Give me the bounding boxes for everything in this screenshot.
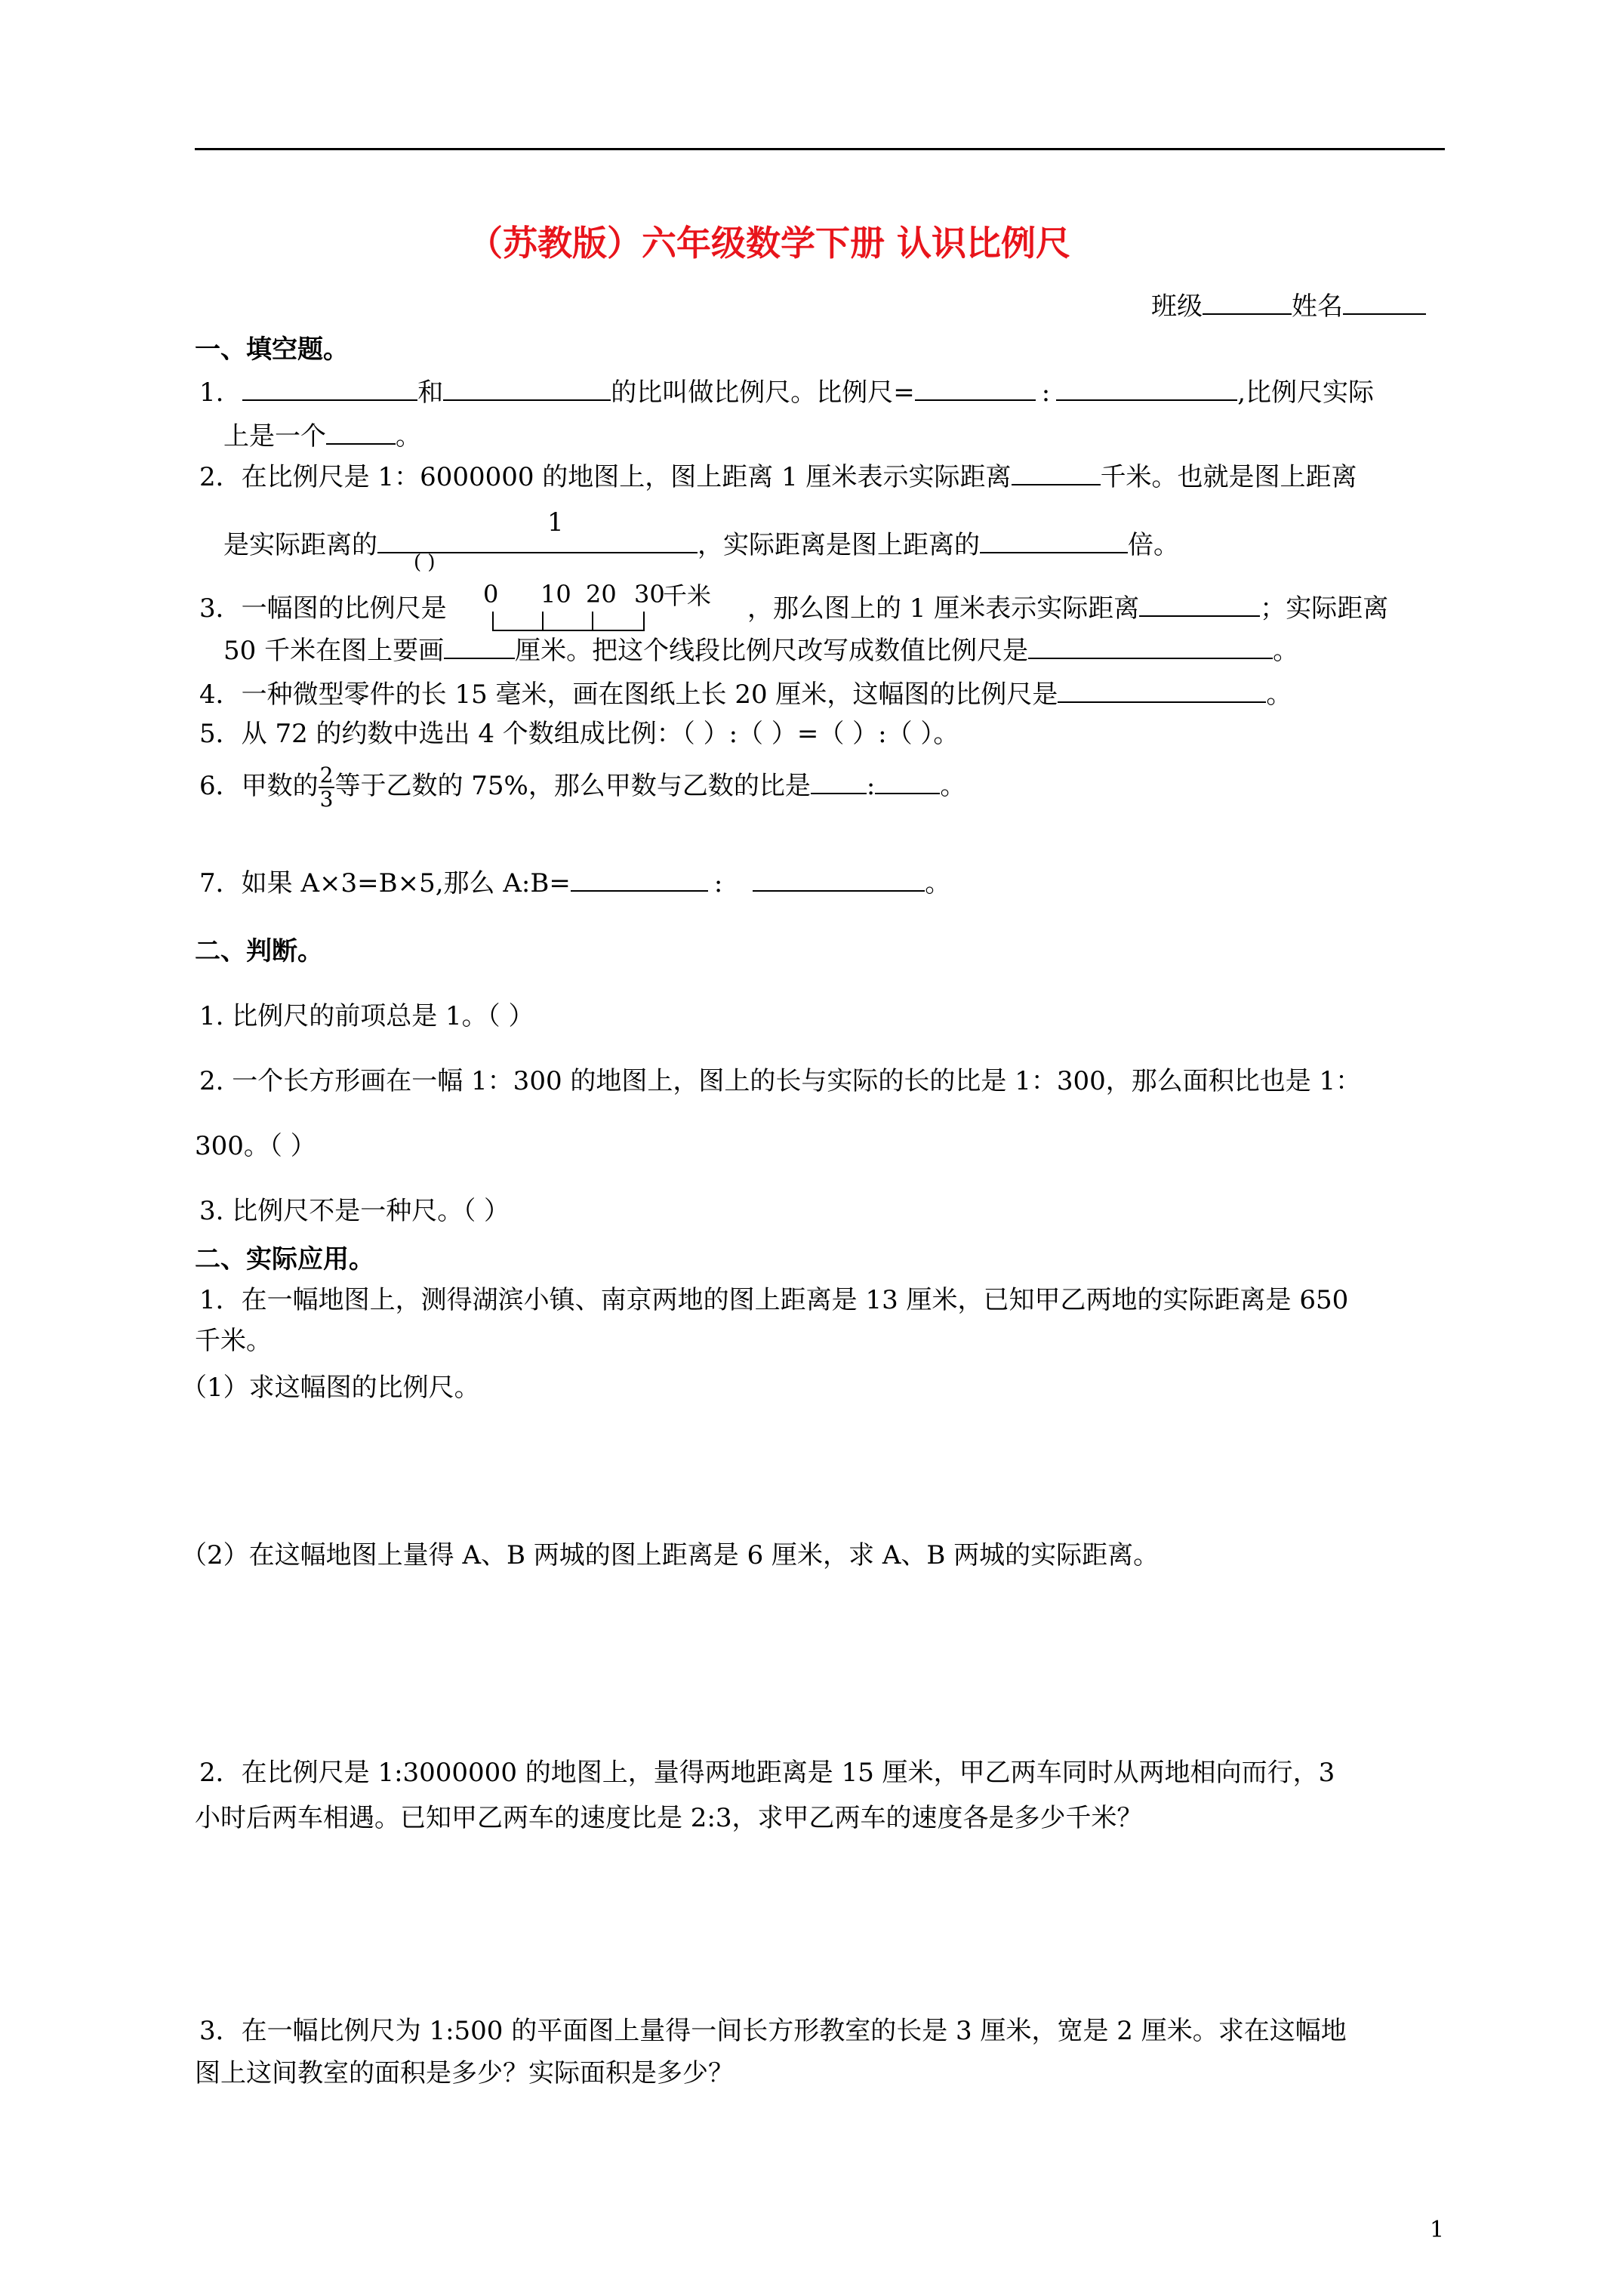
problem-3-line-2: 图上这间教室的面积是多少？实际面积是多少？ [195,2058,734,2088]
q6-fraction [319,764,335,811]
scale-label-20: 20 [586,580,617,609]
q6-end: 。 [940,771,966,801]
q6-text-b: 等于乙数的 75%，那么甲数与乙数的比是 [334,771,811,801]
problem-1-part-1: （1）求这幅图的比例尺。 [181,1373,480,1403]
q1-text: 的比叫做比例尺。比例尺= [611,378,915,408]
q3-line2-b: 厘米。把这个线段比例尺改写成数值比例尺是 [515,636,1029,666]
q2-blank-times [980,529,1128,553]
q3-blank-cm [444,635,515,659]
q2-mid-text: ，实际距离是图上距离的 [698,530,980,560]
q4-end: 。 [1266,680,1292,710]
q1-colon: : [1041,378,1051,408]
question-2 [199,461,1357,494]
problem-1-line-2: 千米。 [195,1326,272,1356]
q1-blank-4 [1056,377,1237,401]
q6-denominator: 3 [319,787,334,812]
problem-2: 2．在比例尺是 1:3000000 的地图上，量得两地距离是 15 厘米，甲乙两车同时从两地相向而行，3 [199,1758,1335,1788]
scale-unit-km: 千米 [663,581,712,610]
q7-colon: : [713,868,723,898]
q2-blank-km [1012,461,1101,485]
q6-blank-2 [875,770,940,794]
q6-blank-1 [811,770,867,794]
question-2-frac-denominator: ( ) [414,551,436,574]
q3-mid-text: ，那么图上的 1 厘米表示实际距离 [747,593,1140,624]
q1-number: 1. [199,378,224,408]
q4-blank [1058,679,1266,703]
q3-blank-numeric-scale [1028,635,1273,659]
scale-tick-10 [542,612,544,630]
problem-1: 1．在一幅地图上，测得湖滨小镇、南京两地的图上距离是 13 厘米，已知甲乙两地的实际距离是 650 [199,1285,1349,1315]
q4-text: 4．一种微型零件的长 15 毫米，画在图纸上长 20 厘米，这幅图的比例尺是 [199,680,1058,710]
page-number: 1 [1430,2217,1445,2243]
q3-line2-a: 50 千米在图上要画 [223,636,445,666]
name-label: 姓名 [1292,291,1343,322]
question-1-line-2 [223,420,421,453]
page-title: （苏教版）六年级数学下册 认识比例尺 [468,223,1071,264]
question-5: 5．从 72 的约数中选出 4 个数组成比例：（ ）:（ ）=（ ）:（ ）。 [199,719,959,749]
q7-end: 。 [925,868,951,898]
q6-text-a: 6．甲数的 [199,771,319,801]
q6-numerator: 2 [319,763,334,787]
section-application-heading: 二、实际应用。 [195,1244,374,1274]
question-2-frac-numerator: 1 [547,507,564,538]
question-3 [199,592,447,625]
class-name-line [1151,290,1426,323]
q1-blank-5 [326,421,396,445]
q1-blank-1 [242,377,417,401]
q1-blank-3 [915,377,1036,401]
scale-bar [492,612,645,631]
q7-blank-1 [571,868,708,892]
problem-1-part-2: （2）在这幅地图上量得 A、B 两城的图上距离是 6 厘米，求 A、B 两城的实际距离。 [181,1540,1160,1570]
q2-end: 倍。 [1128,530,1179,560]
problem-3: 3．在一幅比例尺为 1:500 的平面图上量得一间长方形教室的长是 3 厘米，宽是 2 厘米。求在这幅地 [199,2016,1347,2046]
q3-text: 3．一幅图的比例尺是 [199,593,447,624]
scale-label-0: 0 [483,580,499,609]
q1-line2-text: 上是一个 [223,421,326,451]
question-7 [199,867,950,900]
header-rule [195,148,1445,150]
problem-2-line-2: 小时后两车相遇。已知甲乙两车的速度比是 2:3，求甲乙两车的速度各是多少千米？ [195,1803,1143,1833]
q2-fraction-bar [377,529,698,553]
class-label: 班级 [1151,291,1203,322]
question-2-line-2 [223,529,1179,562]
q3-end-text: ；实际距离 [1260,593,1389,624]
q6-colon: : [866,771,876,801]
section-judgement-heading: 二、判断。 [195,936,323,966]
class-blank [1203,291,1292,315]
q2-text: 2．在比例尺是 1：6000000 的地图上，图上距离 1 厘米表示实际距离 [199,462,1012,492]
judgement-2: 2. 一个长方形画在一幅 1：300 的地图上，图上的长与实际的长的比是 1：300，那么面积比也是 1： [199,1066,1362,1096]
question-3-rest [747,592,1388,625]
q1-end: 。 [396,421,421,451]
q7-blank-2 [753,868,925,892]
section-fill-blank-heading: 一、填空题。 [195,334,349,365]
scale-label-30: 30 [634,580,665,609]
q1-blank-2 [443,377,611,401]
question-3-line-2 [223,634,1298,667]
q3-line2-c: 。 [1273,636,1299,666]
q1-text-2: ,比例尺实际 [1237,378,1375,408]
question-6 [199,764,965,811]
q7-text: 7．如果 A×3=B×5,那么 A:B= [199,868,571,898]
q2-line2-text: 是实际距离的 [223,530,377,560]
q2-km-text: 千米。也就是图上距离 [1100,462,1357,492]
judgement-1: 1. 比例尺的前项总是 1。（ ） [199,1001,534,1031]
question-4 [199,678,1292,711]
q1-and: 和 [417,378,444,408]
line-segment-scale [483,580,732,633]
judgement-2-line-2: 300。（ ） [195,1131,316,1161]
q3-blank-distance [1139,593,1260,617]
scale-label-10: 10 [540,580,571,609]
question-1 [199,376,1374,409]
judgement-3: 3. 比例尺不是一种尺。（ ） [199,1196,510,1226]
name-blank [1343,291,1426,315]
scale-tick-20 [592,612,593,630]
